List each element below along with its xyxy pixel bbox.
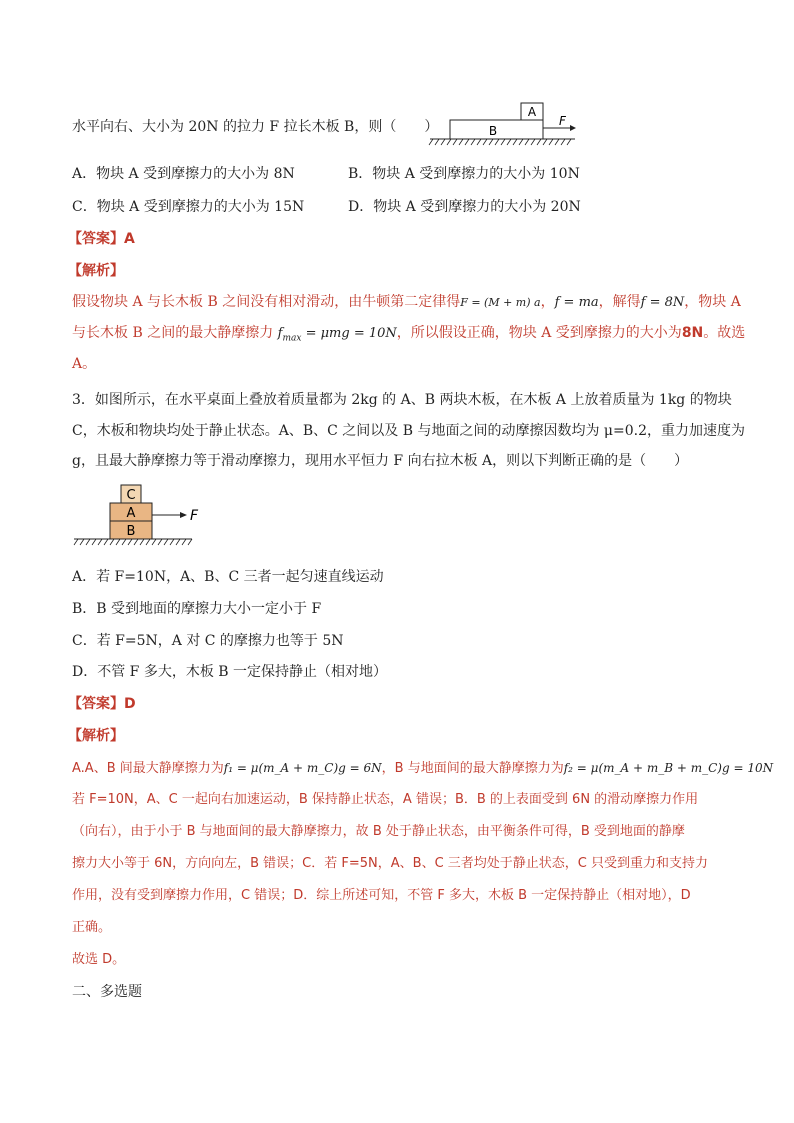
q2-ground-hatch — [429, 139, 571, 145]
q3-option-b: B．B 受到地面的摩擦力大小一定小于 F — [72, 601, 322, 617]
q3-option-c: C．若 F=5N，A 对 C 的摩擦力也等于 5N — [72, 633, 344, 649]
q3-formula-f1: f₁ = μ(m_A + m_C)g = 6N — [223, 761, 382, 775]
q2-answer — [68, 229, 135, 249]
q3-option-a: A．若 F=10N，A、B、C 三者一起匀速直线运动 — [72, 569, 384, 585]
q2-diagram — [425, 98, 585, 152]
q3-diagram — [72, 483, 202, 553]
q2-formula-newton: F = (M + m) a — [460, 296, 541, 309]
q3-analysis-line-1: A.A、B 间最大静摩擦力为f₁ = μ(m_A + m_C)g = 6N，B 与地面间的最大静摩擦力为f₂ = μ(m_A + m_B + m_C)g = 10N — [72, 761, 774, 776]
q2-board-b-label: B — [488, 124, 498, 138]
q3-board-a-label: A — [126, 506, 136, 521]
q3-answer-label: 【答案】 — [68, 696, 124, 712]
q3-stem-line-2: C，木板和物块均处于静止状态。A、B、C 之间以及 B 与地面之间的动摩擦因数均为 μ=0.2，重力加速度为 — [72, 423, 746, 439]
section-title: 二、多选题 — [72, 984, 142, 1000]
q2-analysis-line-3: A。 — [72, 356, 97, 372]
q3-stem-line-3: g，且最大静摩擦力等于滑动摩擦力，现用水平恒力 F 向右拉木板 A，则以下判断正确的是（ ） — [72, 453, 689, 469]
q3-board-b-label: B — [126, 524, 136, 539]
q3-formula-f2: f₂ = μ(m_A + m_B + m_C)g = 10N — [563, 761, 774, 775]
q3-option-d: D．不管 F 多大，木板 B 一定保持静止（相对地） — [72, 664, 388, 680]
q2-stem-tail: 水平向右、大小为 20N 的拉力 F 拉长木板 B，则（ ） — [72, 119, 439, 135]
q2-formula-f-8n: f = 8N — [640, 295, 685, 310]
q3-analysis-line-3: （向右），由于小于 B 与地面间的最大静摩擦力，故 B 处于静止状态，由平衡条件可得，B 受到地面的静摩 — [72, 824, 685, 839]
q2-answer-label: 【答案】 — [68, 231, 124, 247]
q3-stem-line-1: 3．如图所示，在水平桌面上叠放着质量都为 2kg 的 A、B 两块木板，在木板 A 上放着质量为 1kg 的物块 — [72, 392, 732, 408]
q3-analysis-line-2: 若 F=10N，A、C 一起向右加速运动，B 保持静止状态，A 错误；B．B 的上表面受到 6N 的滑动摩擦力作用 — [72, 792, 699, 807]
q2-analysis-line-2: 与长木板 B 之间的最大静摩擦力 $f_{max} = \mu mg = 10N$，所以假设正确，物块 A 受到摩擦力的大小为8N。故选 — [72, 325, 746, 344]
q2-option-b: B．物块 A 受到摩擦力的大小为 10N — [348, 166, 580, 182]
q3-analysis-line-7: 故选 D。 — [72, 952, 126, 967]
q2-arrowhead — [570, 125, 576, 131]
q2-force-label: F — [559, 114, 566, 128]
q3-analysis-line-6: 正确。 — [72, 920, 112, 935]
q2-analysis-line-1: 假设物块 A 与长木板 B 之间没有相对滑动，由牛顿第二定律得F = (M + m) a，f = ma，解得f = 8N，物块 A — [72, 294, 741, 310]
q3-analysis-line-4: 擦力大小等于 6N，方向向左，B 错误；C．若 F=5N，A、B、C 三者均处于静止状态，C 只受到重力和支持力 — [72, 856, 708, 871]
q2-formula-f-ma: f = ma — [554, 295, 599, 310]
q3-block-c-label: C — [126, 488, 136, 503]
q3-analysis-line-5: 作用，没有受到摩擦力作用，C 错误；D．综上所述可知，不管 F 多大，木板 B 一定保持静止（相对地），D — [72, 888, 691, 903]
q2-block-a-label: A — [527, 105, 537, 119]
q3-arrowhead — [180, 512, 187, 518]
q3-ground-hatch — [74, 539, 192, 545]
q3-answer — [68, 694, 136, 714]
q2-option-d: D．物块 A 受到摩擦力的大小为 20N — [348, 199, 581, 215]
q2-answer-value: A — [124, 231, 135, 247]
q3-answer-value: D — [124, 696, 136, 712]
q3-force-label: F — [190, 508, 199, 524]
q2-option-a: A．物块 A 受到摩擦力的大小为 8N — [72, 166, 295, 182]
q3-analysis-label: 【解析】 — [68, 728, 124, 744]
q2-formula-fmax: $f_{max} = \mu mg = 10N$ — [277, 326, 397, 344]
q2-option-c: C．物块 A 受到摩擦力的大小为 15N — [72, 199, 305, 215]
q2-analysis-label: 【解析】 — [68, 263, 124, 279]
